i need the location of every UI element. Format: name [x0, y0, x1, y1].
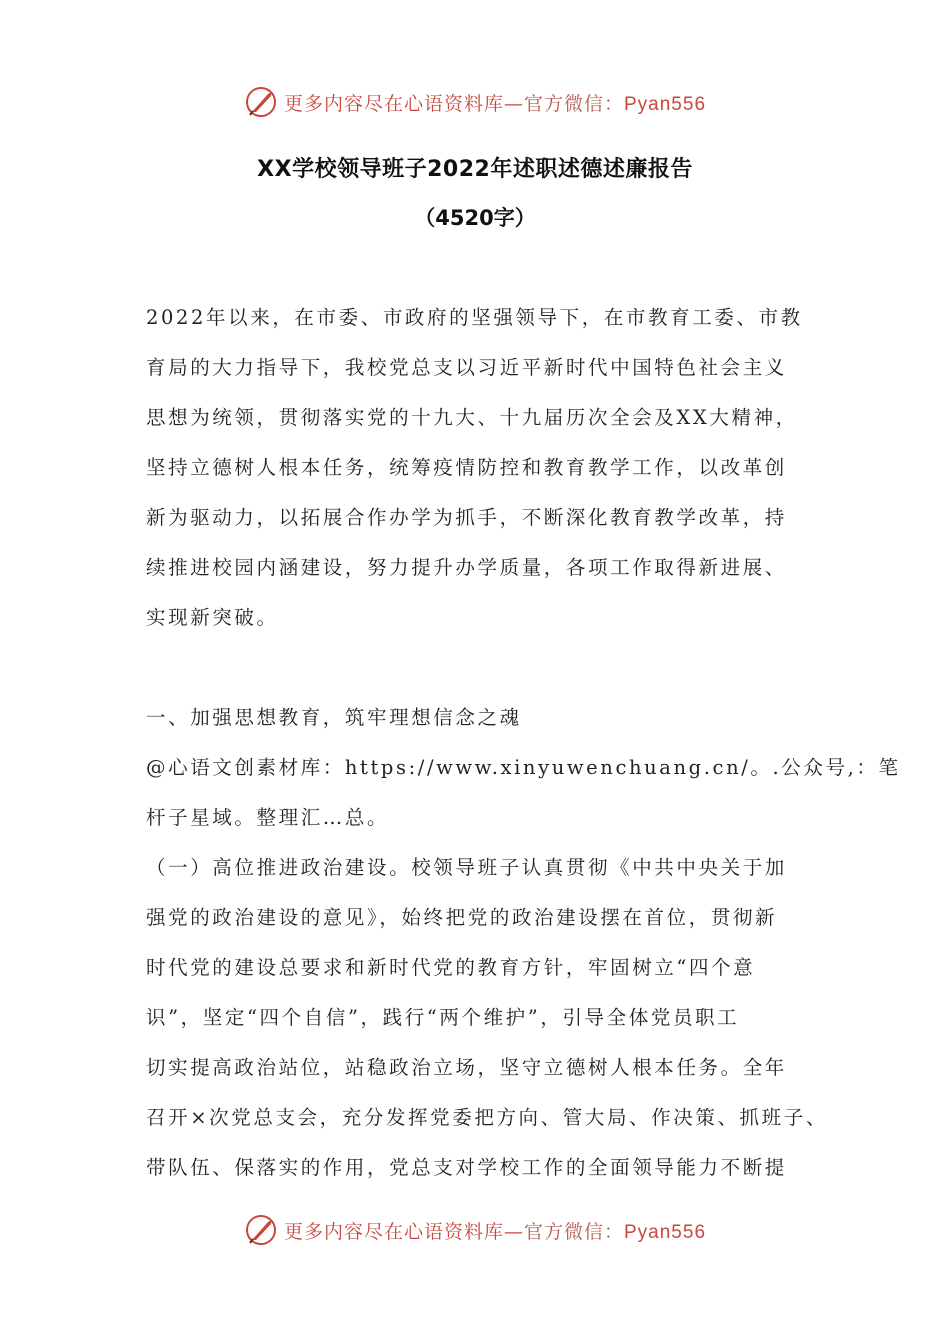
document-subtitle: （4520字）: [414, 206, 536, 230]
body-line: 新为驱动力，以拓展合作办学为抓手，不断深化教育教学改革，持: [146, 506, 787, 529]
quill-pen-icon: [244, 85, 278, 119]
body-line: 育局的大力指导下，我校党总支以习近平新时代中国特色社会主义: [146, 356, 787, 379]
body-line: 召开×次党总支会，充分发挥党委把方向、管大局、作决策、抓班子、: [146, 1106, 828, 1129]
body-line: 时代党的建设总要求和新时代党的教育方针，牢固树立“四个意: [146, 956, 756, 979]
quill-pen-icon: [244, 1213, 278, 1247]
body-line: 杆子星域。整理汇…总。: [146, 806, 390, 829]
banner-dash: —: [503, 1220, 524, 1243]
body-line: 续推进校园内涵建设，努力提升办学质量，各项工作取得新进展、: [146, 556, 787, 579]
document-title: XX学校领导班子2022年述职述德述廉报告: [257, 157, 693, 182]
body-line: 切实提高政治站位，站稳政治立场，坚守立德树人根本任务。全年: [146, 1056, 787, 1079]
body-line: @心语文创素材库：https://www.xinyuwenchuang.cn/。.公众号,：笔: [146, 756, 901, 779]
banner-label: 官方微信：: [523, 92, 624, 115]
body-line: （一）高位推进政治建设。校领导班子认真贯彻《中共中央关于加: [146, 856, 787, 879]
section-heading: 一、加强思想教育，筑牢理想信念之魂: [146, 706, 522, 729]
paragraph-gap: [146, 650, 806, 700]
body-line: 2022年以来，在市委、市政府的坚强领导下，在市教育工委、市教: [146, 306, 803, 329]
body-line: 强党的政治建设的意见》，始终把党的政治建设摆在首位，贯彻新: [146, 906, 778, 929]
banner-text-group: [284, 89, 706, 116]
banner-slogan: 更多内容尽在心语资料库: [283, 92, 504, 115]
banner-label: 官方微信：: [523, 1220, 624, 1243]
header-banner: [0, 82, 950, 122]
banner-account: Pyan556: [624, 1221, 707, 1243]
banner-dash: —: [503, 92, 524, 115]
footer-banner: [0, 1210, 950, 1250]
body-line: 识”，坚定“四个自信”，践行“两个维护”，引导全体党员职工: [146, 1006, 740, 1029]
body-line: 实现新突破。: [146, 606, 279, 629]
banner-text-group: [284, 1217, 706, 1244]
body-line: 坚持立德树人根本任务，统筹疫情防控和教育教学工作，以改革创: [146, 456, 787, 479]
body-line: 带队伍、保落实的作用，党总支对学校工作的全面领导能力不断提: [146, 1156, 787, 1179]
body-line: 思想为统领，贯彻落实党的十九大、十九届历次全会及XX大精神，: [146, 406, 798, 429]
document-body: [146, 300, 901, 1200]
banner-account: Pyan556: [624, 93, 707, 115]
banner-slogan: 更多内容尽在心语资料库: [283, 1220, 504, 1243]
